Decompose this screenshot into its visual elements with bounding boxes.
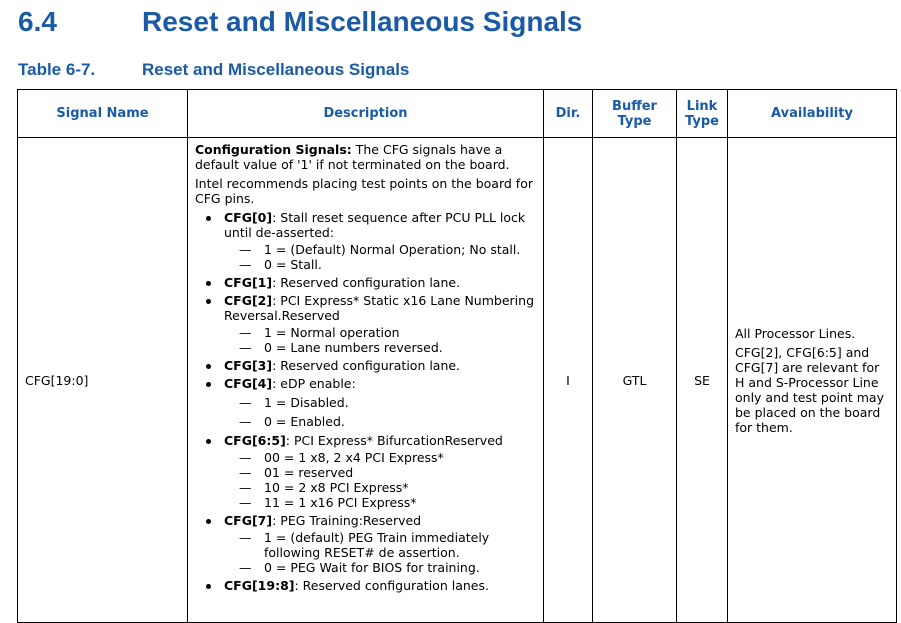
list-item: — 0 = Stall.	[224, 257, 537, 272]
cfg-name: CFG[2]	[224, 293, 273, 308]
list-item: — 0 = Enabled.	[224, 414, 537, 429]
list-item	[195, 376, 537, 429]
cfg-text: : PCI Express* Static x16 Lane Numbering Reversal.Reserved	[224, 293, 534, 323]
section-heading	[18, 6, 582, 38]
col-header-signal-name: Signal Name	[18, 90, 188, 138]
cfg-name: CFG[3]	[224, 358, 273, 373]
list-item	[195, 210, 537, 272]
list-item: — 0 = PEG Wait for BIOS for training.	[224, 560, 537, 575]
col-header-buffer-type: Buffer Type	[593, 90, 677, 138]
cfg-text: : Stall reset sequence after PCU PLL lock until de-asserted:	[224, 210, 526, 240]
signals-table	[17, 89, 897, 623]
list-item: — 00 = 1 x8, 2 x4 PCI Express*	[224, 450, 537, 465]
cfg-name: CFG[4]	[224, 376, 273, 391]
list-item	[195, 433, 537, 510]
cfg-name: CFG[1]	[224, 275, 273, 290]
list-item: — 0 = Lane numbers reversed.	[224, 340, 537, 355]
signal-name-cell: CFG[19:0]	[18, 138, 188, 623]
cfg-name: CFG[7]	[224, 513, 273, 528]
buffer-type-cell: GTL	[593, 138, 677, 623]
cfg2-options	[224, 325, 537, 355]
section-number: 6.4	[18, 6, 57, 37]
cfg-list	[195, 210, 537, 593]
cfg-text: : Reserved configuration lanes.	[294, 578, 489, 593]
cfg65-options	[224, 450, 537, 510]
cfg4-options	[224, 395, 537, 429]
cfg-name: CFG[0]	[224, 210, 273, 225]
description-cell	[188, 138, 544, 623]
section-title: Reset and Miscellaneous Signals	[142, 6, 583, 37]
test-point-recommendation: Intel recommends placing test points on the board for CFG pins.	[195, 176, 533, 206]
col-header-dir: Dir.	[544, 90, 593, 138]
list-item: — 01 = reserved	[224, 465, 537, 480]
list-item	[195, 513, 537, 575]
link-type-cell: SE	[677, 138, 728, 623]
config-intro	[195, 142, 537, 172]
table-caption	[18, 60, 409, 80]
list-item: — 1 = Normal operation	[224, 325, 537, 340]
col-header-availability: Availability	[728, 90, 897, 138]
list-item: — 1 = Disabled.	[224, 395, 537, 410]
availability-note: CFG[2], CFG[6:5] and CFG[7] are relevant for H and S-Processor Line only and test point may be placed on the board for them.	[735, 344, 884, 435]
table-row	[18, 138, 897, 623]
availability-processor-lines: All Processor Lines.	[735, 325, 856, 341]
list-item	[195, 578, 537, 593]
cfg-text: : Reserved configuration lane.	[272, 358, 461, 373]
table-number: Table 6-7.	[18, 60, 96, 79]
col-header-link-type: Link Type	[677, 90, 728, 138]
table-header-row	[18, 90, 897, 138]
list-item: — 1 = (Default) Normal Operation; No stall.	[224, 242, 537, 257]
cfg0-options	[224, 242, 537, 272]
config-intro-label: Configuration Signals:	[195, 142, 352, 157]
list-item: — 1 = (default) PEG Train immediately following RESET# de assertion.	[224, 530, 537, 560]
cfg-text: : Reserved configuration lane.	[272, 275, 461, 290]
cfg7-options	[224, 530, 537, 575]
cfg-name: CFG[19:8]	[224, 578, 295, 593]
direction-cell: I	[544, 138, 593, 623]
cfg-text: : PEG Training:Reserved	[272, 513, 422, 528]
list-item: — 11 = 1 x16 PCI Express*	[224, 495, 537, 510]
availability-cell	[728, 138, 897, 623]
list-item	[195, 358, 537, 373]
config-intro-text: The CFG signals have a default value of '1' if not terminated on the board.	[195, 142, 510, 172]
list-item: — 10 = 2 x8 PCI Express*	[224, 480, 537, 495]
list-item	[195, 275, 537, 290]
cfg-text: : eDP enable:	[272, 376, 356, 391]
cfg-name: CFG[6:5]	[224, 433, 286, 448]
table-caption-title: Reset and Miscellaneous Signals	[142, 60, 410, 79]
cfg-text: : PCI Express* BifurcationReserved	[285, 433, 503, 448]
col-header-description: Description	[188, 90, 544, 138]
list-item	[195, 293, 537, 355]
